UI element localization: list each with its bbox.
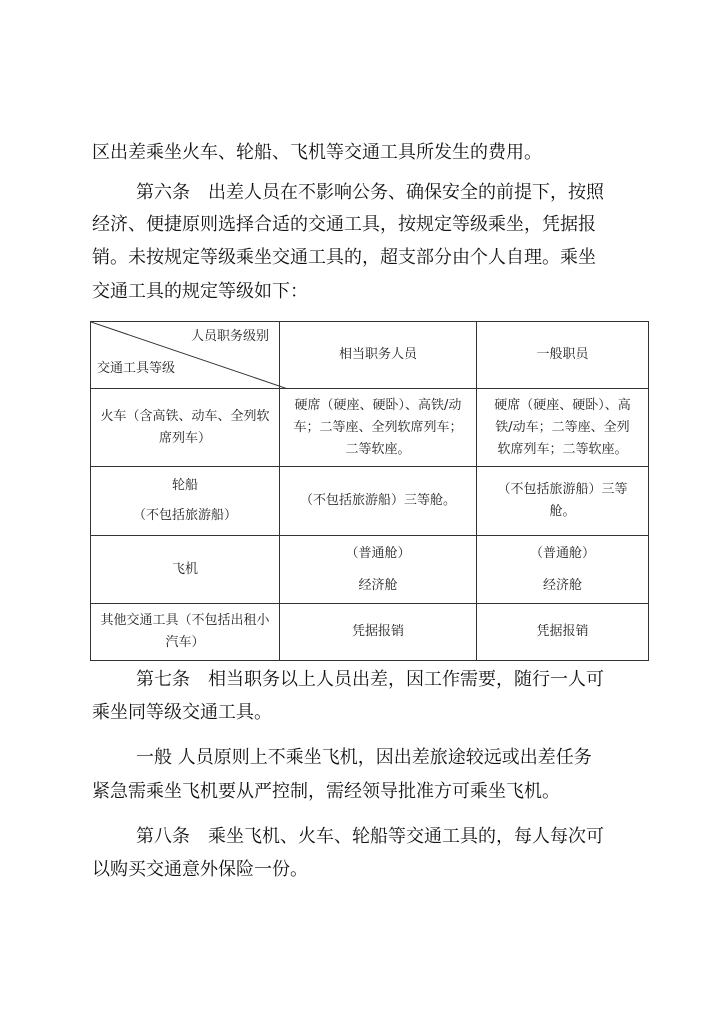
cell-text: 硬席（硬座、硬卧）、高 — [494, 397, 631, 413]
text-line: 紧急需乘坐飞机要从严控制，需经领导批准方可乘坐飞机。 — [92, 781, 560, 802]
text-line: 以购买交通意外保险一份。 — [92, 859, 308, 880]
cell-text: （普通舱） — [529, 545, 595, 561]
text-line: 乘坐同等级交通工具。 — [92, 702, 272, 723]
header-transport-grade: 交通工具等级 — [97, 361, 176, 376]
text-line: 区出差乘坐火车、轮船、飞机等交通工具所发生的费用。 — [92, 142, 542, 163]
cell-text: （普通舱） — [345, 545, 411, 561]
cell-text: 汽车） — [165, 635, 205, 650]
transport-grade-table — [90, 321, 649, 661]
cell-text: （不包括旅游船）三等舱。 — [299, 493, 456, 508]
text-line: 一般 人员原则上不乘坐飞机，因出差旅途较远或出差任务 — [136, 747, 592, 768]
cell-text: 舱。 — [549, 504, 576, 519]
article-6-line: 第六条 出差人员在不影响公务、确保安全的前提下，按照 — [136, 182, 604, 203]
cell-text: 其他交通工具（不包括出租小 — [100, 613, 270, 628]
cell-text: 二等软座。 — [345, 441, 411, 457]
text-line: 销。未按规定等级乘坐交通工具的，超支部分由个人自理。乘坐 — [92, 247, 596, 268]
table-row-plane — [91, 536, 649, 604]
cell-text: 硬席（硬座、硬卧）、高铁/动 — [294, 397, 462, 413]
cell-text: 车；二等座、全列软席列车； — [293, 419, 463, 435]
cell-text: （不包括旅游船）三等 — [497, 482, 628, 497]
header-general-staff: 一般职员 — [477, 322, 649, 389]
header-equivalent-staff: 相当职务人员 — [280, 322, 477, 389]
header-staff-level: 人员职务级别 — [190, 329, 269, 344]
table-row-ship — [91, 467, 649, 536]
cell-text: 轮船 — [171, 478, 198, 493]
cell-text: 软席列车；二等软座。 — [497, 441, 628, 457]
table-row-train — [91, 389, 649, 467]
cell-text: 席列车） — [158, 430, 211, 446]
cell-text: 火车（含高铁、动车、全列软 — [100, 408, 270, 424]
text-line: 交通工具的规定等级如下： — [92, 281, 308, 302]
cell-text: 经济舱 — [542, 577, 582, 593]
cell-text: 经济舱 — [358, 577, 398, 593]
diagonal-header-cell — [91, 322, 280, 389]
cell-text: （不包括旅游船） — [132, 508, 237, 523]
cell-text: 铁/动车；二等座、全列 — [495, 419, 630, 435]
text-line: 经济、便捷原则选择合适的交通工具，按规定等级乘坐，凭据报 — [92, 214, 596, 235]
article-7-line: 第七条 相当职务以上人员出差，因工作需要，随行一人可 — [136, 669, 604, 690]
table-row-other — [91, 604, 649, 661]
article-8-line: 第八条 乘坐飞机、火车、轮船等交通工具的，每人每次可 — [136, 826, 604, 847]
cell-text: 飞机 — [171, 561, 198, 577]
cell-text: 凭据报销 — [351, 624, 404, 639]
cell-text: 凭据报销 — [536, 624, 589, 639]
